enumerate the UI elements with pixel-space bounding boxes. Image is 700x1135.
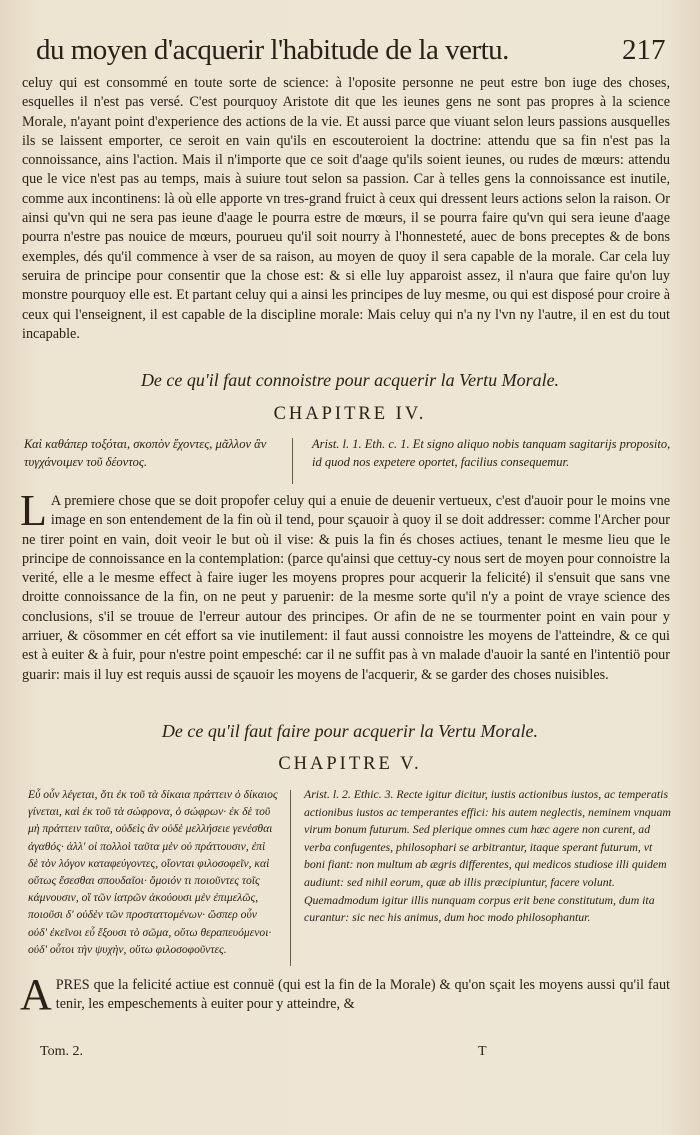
- chapter-5-heading: CHAPITRE V.: [278, 754, 422, 774]
- greek-epigraph-4: Καὶ καθάπερ τοξόται, σκοπὸν ἔχοντες, μᾶλλον ἂν τυγχάνοιμεν τοῦ δέοντος.: [24, 437, 267, 469]
- running-title: du moyen d'acquerir l'habitude de la vertu.: [36, 34, 509, 66]
- column-divider: [290, 790, 291, 966]
- drop-cap-A: A: [20, 970, 52, 1019]
- drop-cap-L: L: [20, 486, 47, 535]
- chapter-4-heading: CHAPITRE IV.: [273, 404, 427, 424]
- chapter-5-paragraph: PRES que la felicité actiue est connuë (qui est la fin de la Morale) & qu'on sçait les moyens aussi qu'il faut tenir, les empeschements à euiter pour y atteindre, &: [55, 977, 670, 1013]
- signature-mark: T: [478, 1044, 487, 1059]
- page-number: 217: [622, 34, 666, 66]
- column-divider: [292, 438, 293, 484]
- greek-epigraph-5: Εὖ οὖν λέγεται, ὅτι ἐκ τοῦ τὰ δίκαια πράττειν ὁ δίκαιος γίνεται, καὶ ἐκ τοῦ τὰ σώφρονα, ὁ σώφρων· ἐκ δὲ τοῦ μὴ πράττειν ταῦτα, οὐδεὶς ἂν οὐδὲ μελλήσειε γενέσθαι ἀγαθός· ἀλλ' οἱ πολλοὶ ταῦτα μὲν οὐ πράττουσιν, ἐπὶ δὲ τὸν λόγον καταφεύγοντες, οἴονται φιλοσοφεῖν, καὶ οὕτως ἔσεσθαι σπουδαῖοι· ὅμοιόν τι ποιοῦντες τοῖς κάμνουσιν, οἳ τῶν ἰατρῶν ἀκούουσι μὲν ἐπιμελῶς, ποιοῦσι δ' οὐδὲν τῶν προσταττομένων· ὥσπερ οὖν οὐδ' ἐκεῖνοι εὖ ἕξουσι τὸ σῶμα, οὕτω θεραπευόμενοι· οὐδ' οὗτοι τὴν ψυχὴν, οὕτω φιλοσοφοῦντες.: [28, 788, 278, 956]
- section-title-chapter-5: De ce qu'il faut faire pour acquerir la Vertu Morale.: [161, 721, 539, 741]
- latin-epigraph-4: Arist. l. 1. Eth. c. 1. Et signo aliquo nobis tanquam sagitarijs proposito, id quod nos expetere oportet, facilius consequemur.: [312, 437, 671, 469]
- section-title-chapter-4: De ce qu'il faut connoistre pour acquerir la Vertu Morale.: [140, 370, 560, 390]
- paragraph-continued: celuy qui est consommé en toute sorte de science: à l'oposite personne ne peut estre bon iuge des choses, esquelles il n'est pas versé. C'est pourquoy Aristote dit que les ieunes gens ne sont pas propres à la science Morale, n'ayant point d'experience des actions de la vie. Et aussi parce que viuant selon leurs passions ausquelles ils se laissent emporter, ce seroit en vain qu'ils en escouteroient la doctrine: attendu que sa fin n'est pas la connoissance, ains l'action. Mais il n'importe que ce soit d'aage qu'ils soient ieunes, ou rudes de mœurs: attendu que le vice n'est pas au temps, mais à suiure tout selon sa passion. Car à telles gens la connoissance est inutile, comme aux incontinens: là où elle apporte vn tres-grand fruict à ceux qui dressent leurs actions selon la raison. Or ainsi qu'vn qui ne sera pas ieune d'aage le pourra estre de mœurs, il se pourra faire qu'vn qui sera ieune d'aage pourra n'estre pas nouice de mœurs, pourueu qu'il soit nourry à l'honnesteté, auec de bons preceptes & de bons exemples, dés qu'il commence à vser de sa raison, au moyen de quoy il sera capable de la morale. Car cela luy seruira de principe pour consentir que la chose est: & si elle luy apparoist assez, il n'aura que faire qu'on luy monstre pourquoy elle est. Et partant celuy qui a ainsi les principes de luy mesme, ou qui est disposé pour croire à ceux qui l'enseignent, il est capable de la discipline morale: Mais celuy qui n'a ny l'vn ny l'autre, il en est du tout incapable.: [22, 75, 670, 342]
- chapter-4-text: [20, 486, 670, 685]
- chapter-4-paragraph: A premiere chose que se doit propofer celuy qui a enuie de deuenir vertueux, c'est d'auoir pour le moins vne image en son entendement de la fin où il tend, pour sçauoir à quoy il se doit addresser: comme l'Archer pour ne tirer point en vain, doit veoir le but où il vise: & puis la fin és choses actiues, tenant le mesme lieu que le principe de connoissance en la contemplation: (parce qu'ainsi que cettuy-cy nous sert de moyen pour connoistre la verité, elle a le mesme effect à faire iuger les moyens propres pour acquerir la felicité) il s'ensuit que sans vne droitte connoissance de la fin, on ne peut y paruenir: de la mesme sorte qu'il n'y a point de vraye science des conclusions, s'il se trouue de l'erreur autour des principes. Or afin de ne se tourmenter point en vain pour y arriuer, & cösommer en cét effort sa vie inutilement: il faut aussi connoistre les moyens de l'atteindre, & ce qui est à euiter & à fuir, pour n'estre point empesché: car il ne suffit pas à vn malade d'auoir la santé en l'intentiö pour guarir: mais il luy est requis aussi de sçauoir les moyens de l'acquerir, & se garder des choses nuisibles.: [22, 493, 670, 683]
- latin-epigraph-5: Arist. l. 2. Ethic. 3. Recte igitur dicitur, iustis actionibus iustos, ac temperatis actionibus iustos ac temperantes effici: his autem neglectis, neminem vnquam virum bonum futurum. Sed plerique omnes cum hæc agere non curent, ad verba confugentes, philosophari se arbitrantur, itaque sperant futurum, vt boni fiant: non multum ab ægris differentes, qui medicos studiose illi quidem audiunt: sed nihil eorum, quæ ab illis præcipiuntur, facere volunt. Quemadmodum igitur illis nunquam corpus erit bene constitutum, dum ita curantur: sic nec his animus, dum hoc modo philosophantur.: [304, 787, 671, 925]
- volume-marker: Tom. 2.: [40, 1044, 83, 1059]
- chapter-5-text: [20, 970, 670, 1019]
